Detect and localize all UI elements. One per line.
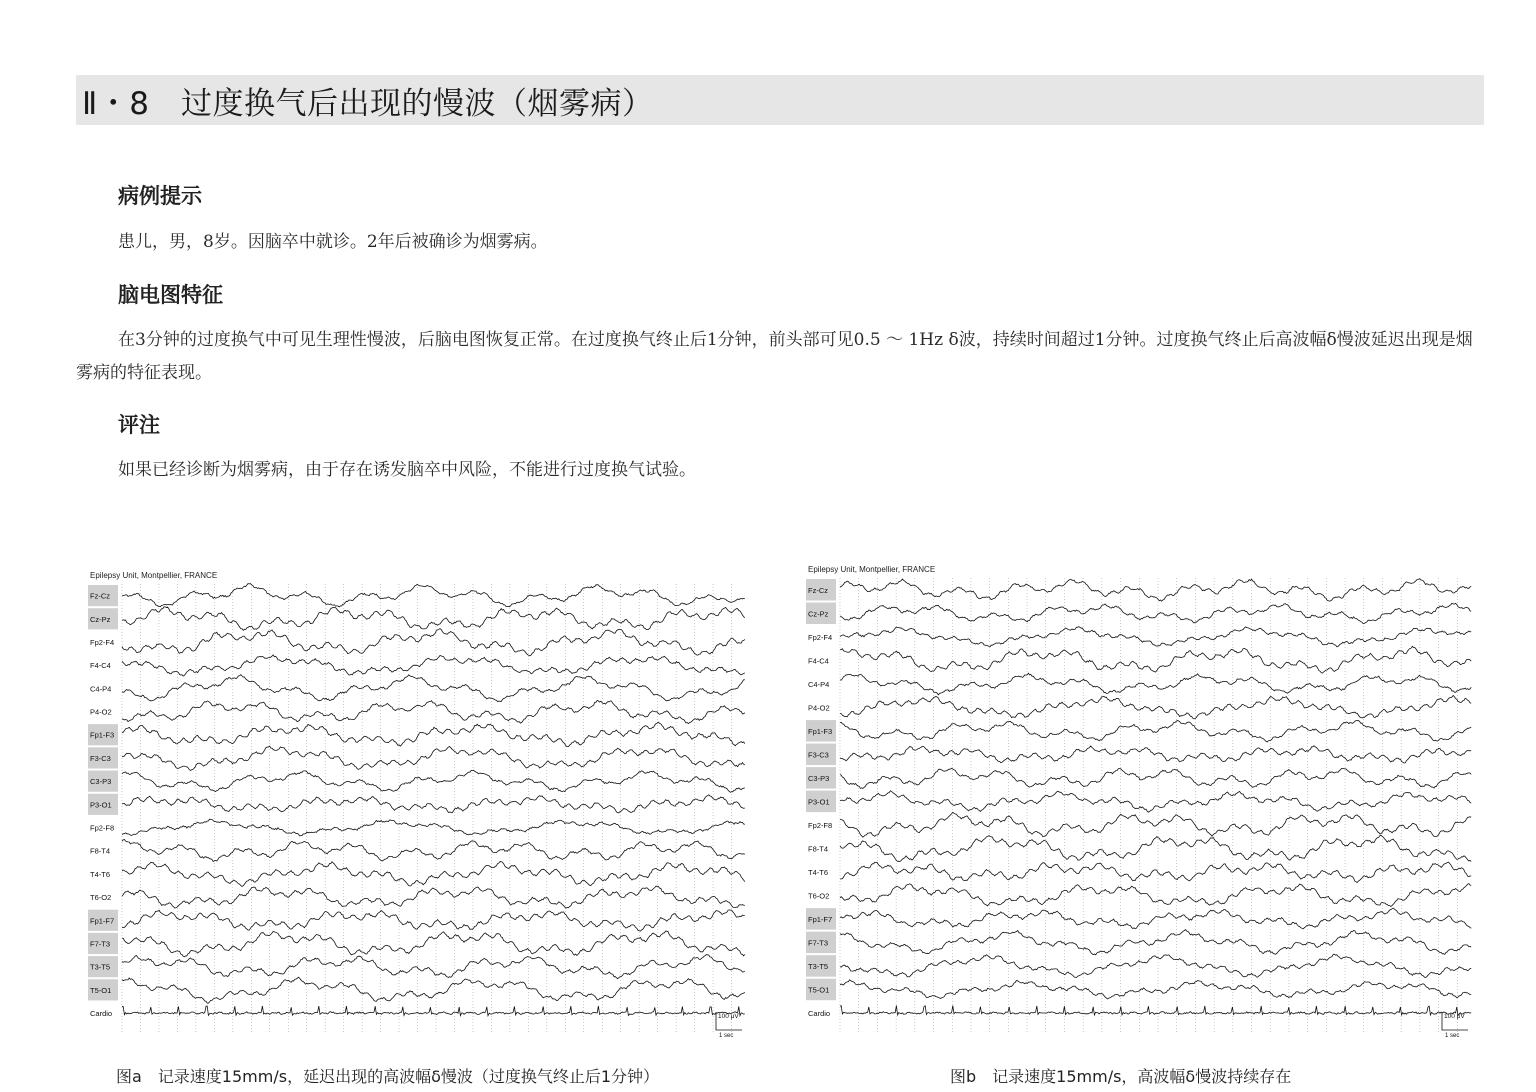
channel-label: Fp2-F8: [90, 823, 115, 833]
channel-label: Fp1-F7: [808, 914, 833, 924]
eeg-trace: [122, 910, 745, 931]
channel-label: C4-P4: [808, 679, 830, 689]
eeg-trace: [122, 584, 745, 607]
eeg-trace: [840, 696, 1471, 719]
eeg-trace: [122, 886, 745, 908]
eeg-figure-b: [804, 560, 1476, 1050]
eeg-trace: [122, 629, 745, 656]
channel-label: T5-O1: [808, 985, 830, 995]
channel-label: F8-T4: [808, 844, 829, 854]
channel-label: T3-T5: [808, 961, 829, 971]
eeg-trace: [122, 955, 745, 979]
channel-label: C4-P4: [90, 684, 112, 694]
eeg-trace: [840, 954, 1471, 977]
channel-label: T6-O2: [808, 891, 830, 901]
channel-label: F7-T3: [808, 938, 829, 948]
channel-label: Fp1-F7: [90, 916, 115, 926]
channel-label: P3-O1: [90, 800, 112, 810]
channel-label: F4-C4: [808, 656, 829, 666]
scale-time-label: 1 sec: [719, 1033, 734, 1039]
eeg-trace: [122, 840, 745, 862]
channel-label: Cz-Pz: [90, 614, 111, 624]
eeg-features-heading: 脑电图特征: [118, 283, 223, 307]
eeg-header-text: Epilepsy Unit, Montpellier, FRANCE: [90, 571, 218, 580]
eeg-trace: [840, 646, 1471, 673]
eeg-trace: [840, 862, 1471, 882]
channel-label: T5-O1: [90, 985, 112, 995]
scale-time-label: 1 sec: [1445, 1033, 1460, 1039]
channel-label: F3-C3: [808, 750, 829, 760]
figure-b-caption: 图b 记录速度15mm/s，高波幅δ慢波持续存在: [950, 1067, 1292, 1086]
channel-label: F4-C4: [90, 661, 111, 671]
eeg-trace: [122, 675, 745, 702]
eeg-trace: [122, 655, 745, 676]
channel-label: Fp1-F3: [90, 730, 115, 740]
channel-label: Cz-Pz: [808, 609, 829, 619]
channel-label: P4-O2: [90, 707, 112, 717]
channel-label: T3-T5: [90, 962, 111, 972]
channel-label: T6-O2: [90, 893, 112, 903]
eeg-trace: [840, 835, 1471, 861]
eeg-trace: [840, 768, 1471, 788]
channel-label: T4-T6: [90, 869, 111, 879]
channel-label: Fz-Cz: [808, 585, 828, 595]
channel-label: F8-T4: [90, 846, 111, 856]
scale-amplitude-label: 100 μV: [718, 1013, 739, 1020]
eeg-trace: [122, 862, 745, 887]
eeg-trace: [122, 1006, 745, 1016]
channel-label: T4-T6: [808, 867, 829, 877]
eeg-trace: [840, 627, 1471, 647]
eeg-trace: [840, 673, 1471, 695]
eeg-trace: [840, 746, 1471, 763]
eeg-trace: [840, 603, 1471, 623]
eeg-trace: [122, 819, 745, 836]
eeg-trace: [122, 931, 745, 957]
scale-amplitude-label: 100 μV: [1444, 1013, 1465, 1020]
channel-label: F7-T3: [90, 939, 111, 949]
eeg-trace: [122, 746, 745, 770]
channel-label: Fp1-F3: [808, 726, 833, 736]
eeg-trace: [840, 791, 1471, 812]
eeg-trace: [122, 607, 745, 631]
page-title: Ⅱ・8 过度换气后出现的慢波（烟雾病）: [82, 85, 654, 122]
eeg-header-text: Epilepsy Unit, Montpellier, FRANCE: [808, 565, 936, 574]
eeg-trace: [840, 930, 1471, 955]
eeg-trace: [122, 795, 745, 813]
page-title-bar: [76, 75, 1484, 125]
channel-label: Fz-Cz: [90, 591, 110, 601]
case-heading: 病例提示: [118, 184, 202, 208]
channel-label: C3-P3: [808, 773, 830, 783]
eeg-trace: [122, 770, 745, 792]
figure-a-caption: 图a 记录速度15mm/s，延迟出现的高波幅δ慢波（过度换气终止后1分钟）: [116, 1067, 660, 1086]
eeg-figure-a: [86, 566, 750, 1050]
eeg-trace: [840, 1006, 1471, 1016]
channel-label: Cardio: [808, 1008, 831, 1018]
comment-heading: 评注: [118, 413, 160, 437]
channel-label: Fp2-F8: [808, 820, 833, 830]
eeg-trace: [840, 980, 1471, 999]
channel-label: P3-O1: [808, 797, 830, 807]
channel-label: Fp2-F4: [808, 632, 833, 642]
eeg-trace: [122, 977, 745, 1003]
channel-label: F3-C3: [90, 753, 111, 763]
eeg-trace: [840, 720, 1471, 742]
channel-label: C3-P3: [90, 777, 112, 787]
comment-text: 如果已经诊断为烟雾病，由于存在诱发脑卒中风险，不能进行过度换气试验。: [118, 460, 696, 480]
eeg-trace: [840, 908, 1471, 929]
eeg-trace: [840, 884, 1471, 907]
eeg-trace: [840, 579, 1471, 602]
channel-label: Fp2-F4: [90, 637, 115, 647]
eeg-figure-a-plot: [86, 566, 750, 1050]
case-text: 患儿，男，8岁。因脑卒中就诊。2年后被确诊为烟雾病。: [118, 232, 548, 252]
eeg-trace: [840, 812, 1471, 837]
eeg-trace: [122, 700, 745, 723]
eeg-features-text: 在3分钟的过度换气中可见生理性慢波，后脑电图恢复正常。在过度换气终止后1分钟，前头部可见0.5 ～ 1Hz δ波，持续时间超过1分钟。过度换气终止后高波幅δ慢波延迟出现是烟雾病的特征表现。: [76, 330, 1473, 383]
eeg-figure-b-plot: [804, 560, 1476, 1050]
channel-label: Cardio: [90, 1009, 113, 1019]
channel-label: P4-O2: [808, 703, 830, 713]
eeg-trace: [122, 722, 745, 747]
